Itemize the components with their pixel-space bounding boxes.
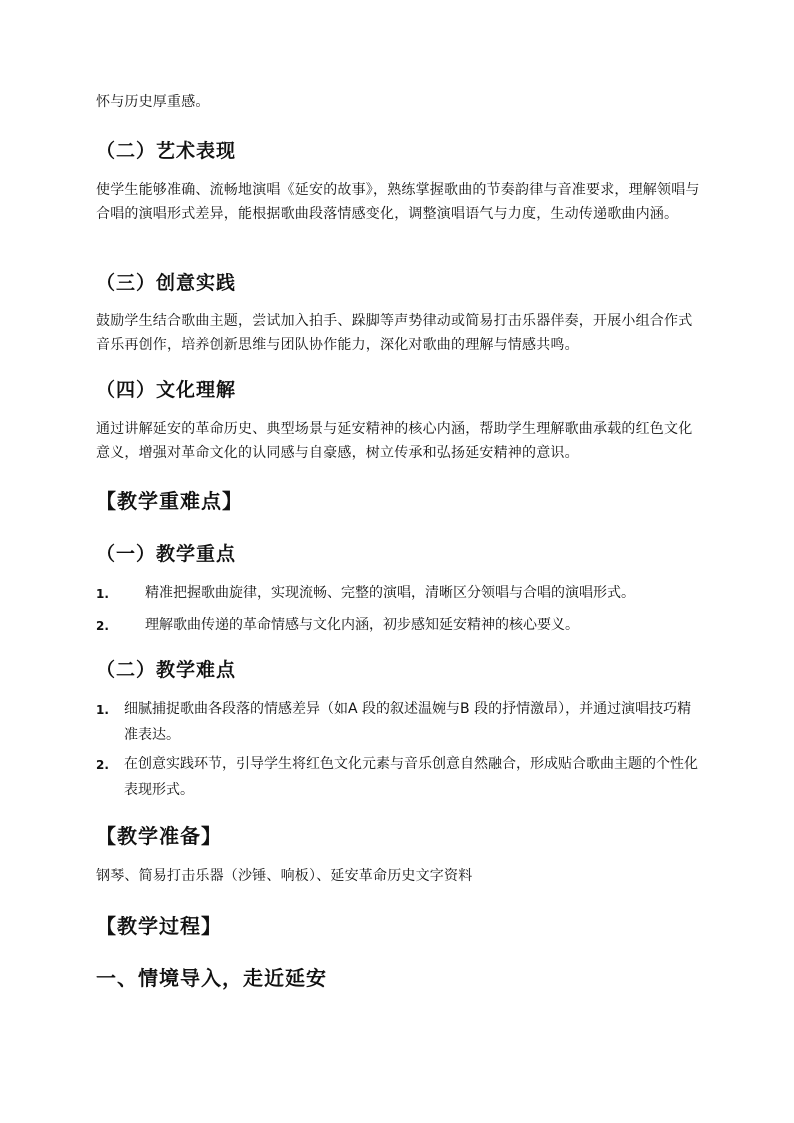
difficult-points-heading: （二）教学难点 (96, 659, 237, 681)
process-heading: 【教学过程】 (96, 914, 222, 938)
key-point-item-2 (96, 612, 706, 638)
art-heading: （二）艺术表现 (96, 140, 237, 162)
list-number: 1. (96, 703, 109, 717)
list-item-text: 在创意实践环节，引导学生将红色文化元素与音乐创意自然融合，形成贴合歌曲主题的个性化表现形式。 (124, 756, 698, 798)
difficult-point-item-1 (96, 696, 706, 748)
culture-body: 通过讲解延安的革命历史、典型场景与延安精神的核心内涵，帮助学生理解歌曲承载的红色文化意义，增强对革命文化的认同感与自豪感，树立传承和弘扬延安精神的意识。 (96, 421, 693, 461)
preparation-body: 钢琴、简易打击乐器（沙锤、响板）、延安革命历史文字资料 (96, 868, 473, 884)
creative-heading: （三）创意实践 (96, 272, 237, 294)
list-number: 2. (96, 758, 109, 772)
preparation-heading: 【教学准备】 (96, 824, 222, 848)
list-item-text: 细腻捕捉歌曲各段落的情感差异（如A 段的叙述温婉与B 段的抒情激昂），并通过演唱技巧精准表达。 (124, 701, 692, 743)
key-point-item-1 (96, 580, 706, 606)
list-number: 1. (96, 587, 109, 601)
art-body: 使学生能够准确、流畅地演唱《延安的故事》，熟练掌握歌曲的节奏韵律与音准要求，理解领唱与合唱的演唱形式差异，能根据歌曲段落情感变化，调整演唱语气与力度，生动传递歌曲内涵。 (96, 182, 700, 222)
difficult-point-item-2 (96, 751, 706, 803)
key-points-heading: （一）教学重点 (96, 543, 237, 565)
intro-tail-text: 怀与历史厚重感。 (96, 94, 210, 110)
culture-heading: （四）文化理解 (96, 379, 237, 401)
list-number: 2. (96, 619, 109, 633)
key-difficult-heading: 【教学重难点】 (96, 489, 243, 513)
process-step-1-heading: 一、情境导入，走近延安 (96, 966, 327, 990)
creative-body: 鼓励学生结合歌曲主题，尝试加入拍手、跺脚等声势律动或简易打击乐器伴奏，开展小组合作式音乐再创作，培养创新思维与团队协作能力，深化对歌曲的理解与情感共鸣。 (96, 313, 693, 353)
list-item-text: 精准把握歌曲旋律，实现流畅、完整的演唱，清晰区分领唱与合唱的演唱形式。 (145, 585, 635, 601)
list-item-text: 理解歌曲传递的革命情感与文化内涵，初步感知延安精神的核心要义。 (145, 617, 579, 633)
